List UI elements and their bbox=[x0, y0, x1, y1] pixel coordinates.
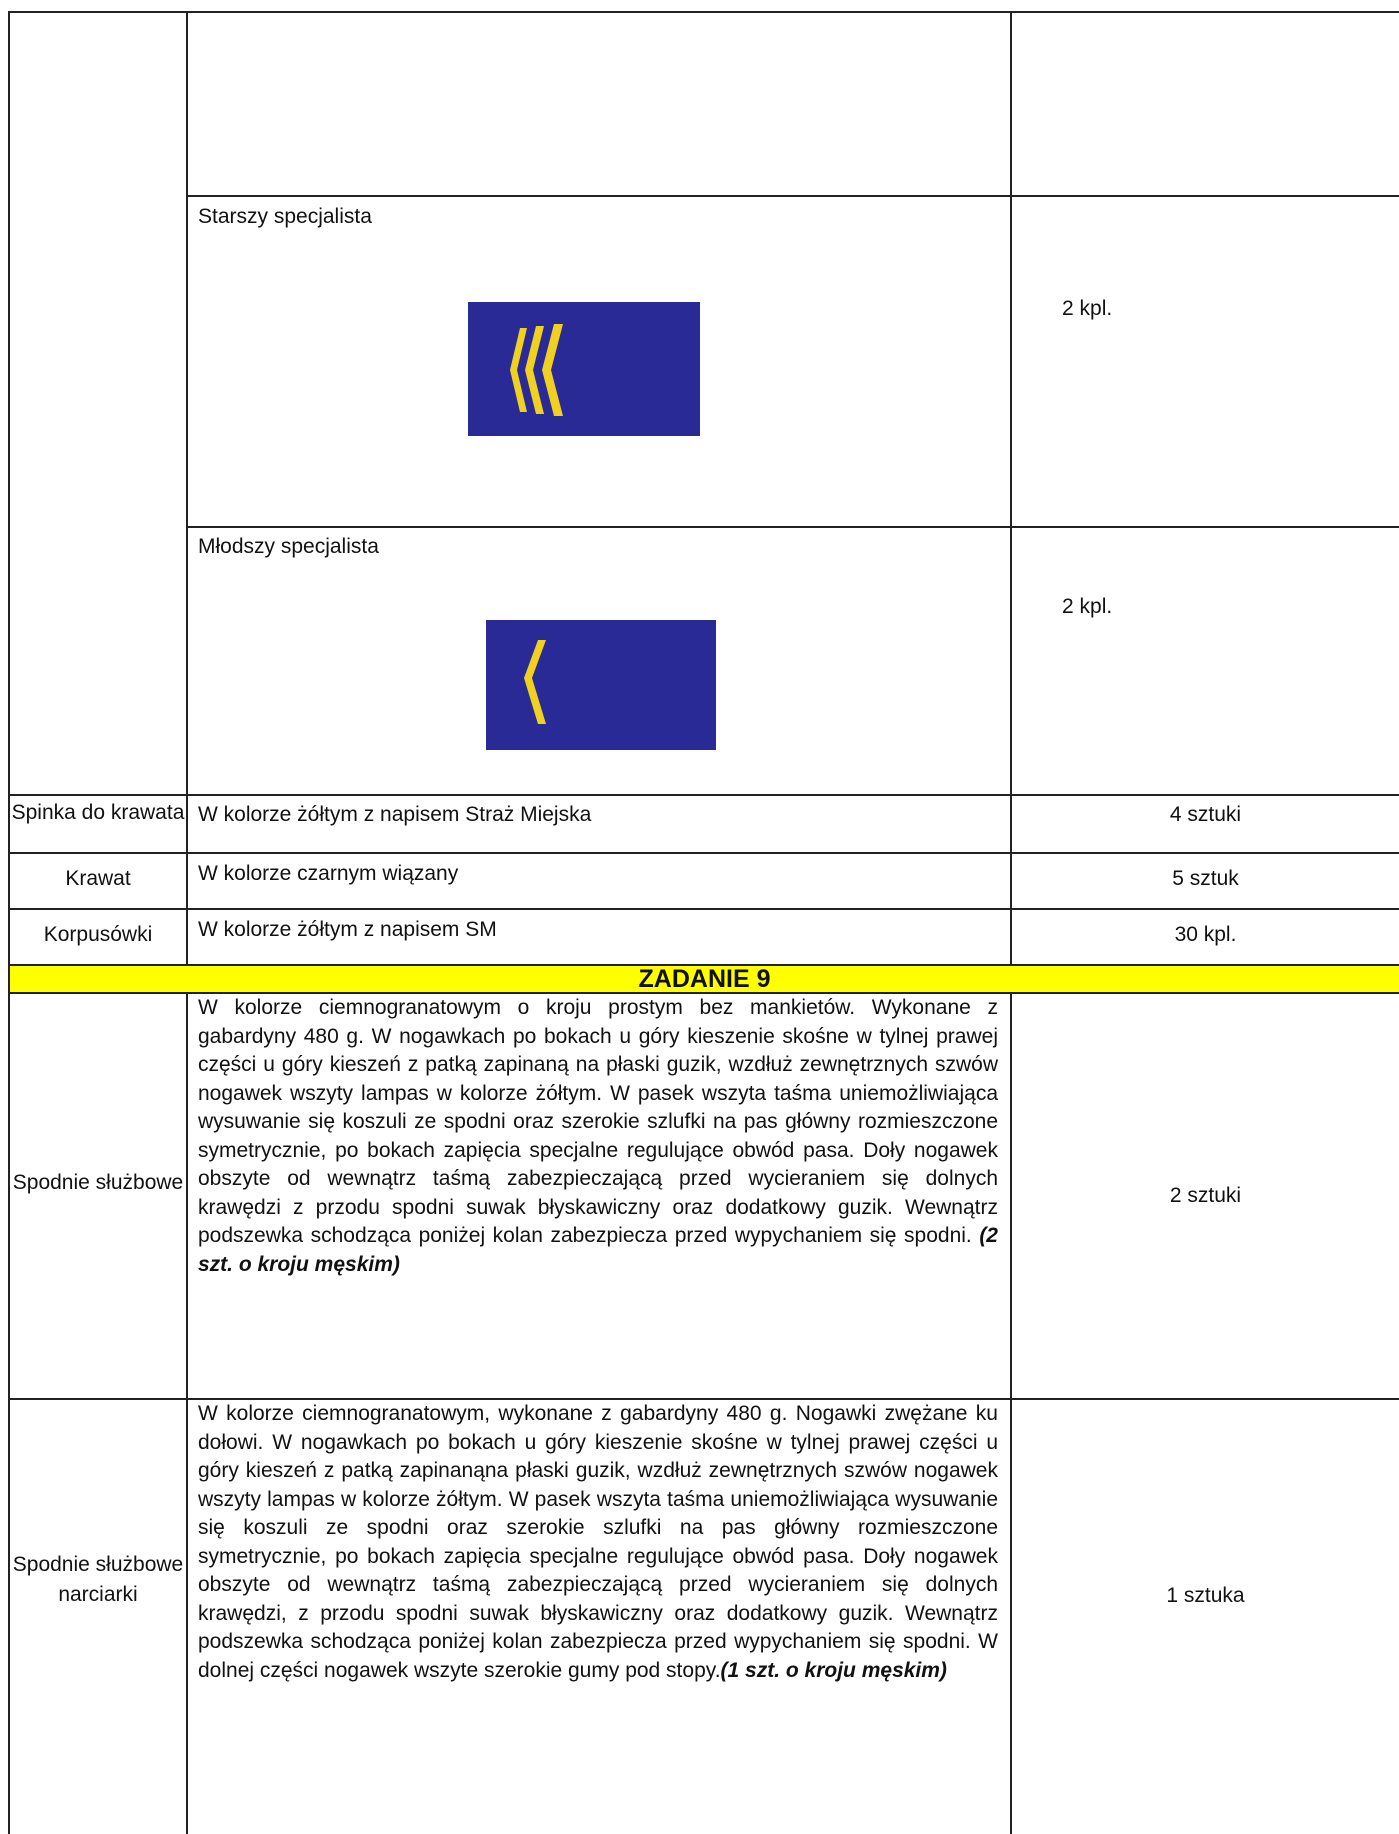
table-border bbox=[186, 195, 1399, 197]
item-description: W kolorze żółtym z napisem Straż Miejska bbox=[198, 803, 592, 826]
table-border bbox=[8, 11, 1399, 13]
item-description: W kolorze czarnym wiązany bbox=[198, 862, 459, 885]
item-name: Korpusówki bbox=[43, 923, 153, 946]
rank-badge-one-chevron bbox=[486, 620, 716, 750]
table-border bbox=[8, 794, 1399, 796]
item-description: W kolorze żółtym z napisem SM bbox=[198, 918, 497, 941]
table-border bbox=[8, 852, 1399, 854]
item-description bbox=[198, 1400, 998, 1685]
rank-badge-three-chevrons bbox=[468, 302, 700, 436]
description-text: W kolorze ciemnogranatowym, wykonane z gabardyny 480 g. Nogawki zwężane ku dołowi. W nogawkach po bokach u góry kieszenie skośne w tylnej prawej części u góry kieszeń z patką zapinanąna płaski guzik, wzdłuż zewnętrznych szwów nogawek wszyty lampas w kolorze żółtym. W pasek wszyta taśma uniemożliwiająca wysuwanie się koszuli ze spodni oraz szerokie szlufki na pas główny rozmieszczone symetrycznie, po bokach zapięcia specjalne regulujące obwód pasa. Doły nogawek obszyte od wewnątrz taśmą zabezpieczającą przed wycieraniem się dolnych krawędzi, z przodu spodni suwak błyskawiczny oraz dodatkowy guzik. Wewnątrz podszewka schodząca poniżej kolan zabezpiecza przed wypychaniem się spodni. W dolnej części nogawek wszyte szerokie gumy pod stopy. bbox=[198, 1402, 998, 1682]
item-name: Spodnie służbowe bbox=[12, 1171, 184, 1194]
rank-title: Starszy specjalista bbox=[198, 205, 372, 228]
item-name: Krawat bbox=[65, 867, 131, 890]
quantity-value: 30 kpl. bbox=[1174, 923, 1237, 946]
table-border bbox=[186, 11, 188, 964]
quantity-value: 2 sztuki bbox=[1169, 1184, 1242, 1207]
section-header bbox=[10, 966, 1399, 992]
rank-title: Młodszy specjalista bbox=[198, 535, 379, 558]
quantity-value: 2 kpl. bbox=[1062, 595, 1113, 618]
quantity-value: 4 sztuki bbox=[1169, 803, 1242, 826]
description-emphasis: (1 szt. o kroju męskim) bbox=[720, 1658, 947, 1682]
table-border bbox=[1010, 992, 1012, 1834]
item-name: Spinka do krawata bbox=[11, 801, 185, 824]
table-border bbox=[8, 908, 1399, 910]
quantity-value: 2 kpl. bbox=[1062, 297, 1113, 320]
item-name: Spodnie służbowe narciarki bbox=[12, 1553, 184, 1606]
quantity-value: 1 sztuka bbox=[1166, 1584, 1245, 1607]
description-text: W kolorze ciemnogranatowym o kroju prostym bez mankietów. Wykonane z gabardyny 480 g. W nogawkach po bokach u góry kieszenie skośne w tylnej prawej części u góry kieszeń z patką zapinaną na płaski guzik, wzdłuż zewnętrznych szwów nogawek wszyty lampas w kolorze żółtym. W pasek wszyta taśma uniemożliwiająca wysuwanie się koszuli ze spodni oraz szerokie szlufki na pas główny rozmieszczone symetrycznie, po bokach zapięcia specjalne regulujące obwód pasa. Doły nogawek obszyte od wewnątrz taśmą zabezpieczającą przed wycieraniem się dolnych krawędzi z przodu spodni suwak błyskawiczny oraz dodatkowy guzik. Wewnątrz podszewka schodząca poniżej kolan zabezpiecza przed wypychaniem się spodni. bbox=[198, 996, 998, 1247]
table-border bbox=[186, 992, 188, 1834]
description-emphasis: (2 szt. o kroju męskim) bbox=[198, 1224, 998, 1276]
item-description bbox=[198, 994, 998, 1279]
quantity-value: 5 sztuk bbox=[1172, 867, 1239, 890]
table-border bbox=[186, 526, 1399, 528]
section-title: ZADANIE 9 bbox=[638, 965, 771, 993]
